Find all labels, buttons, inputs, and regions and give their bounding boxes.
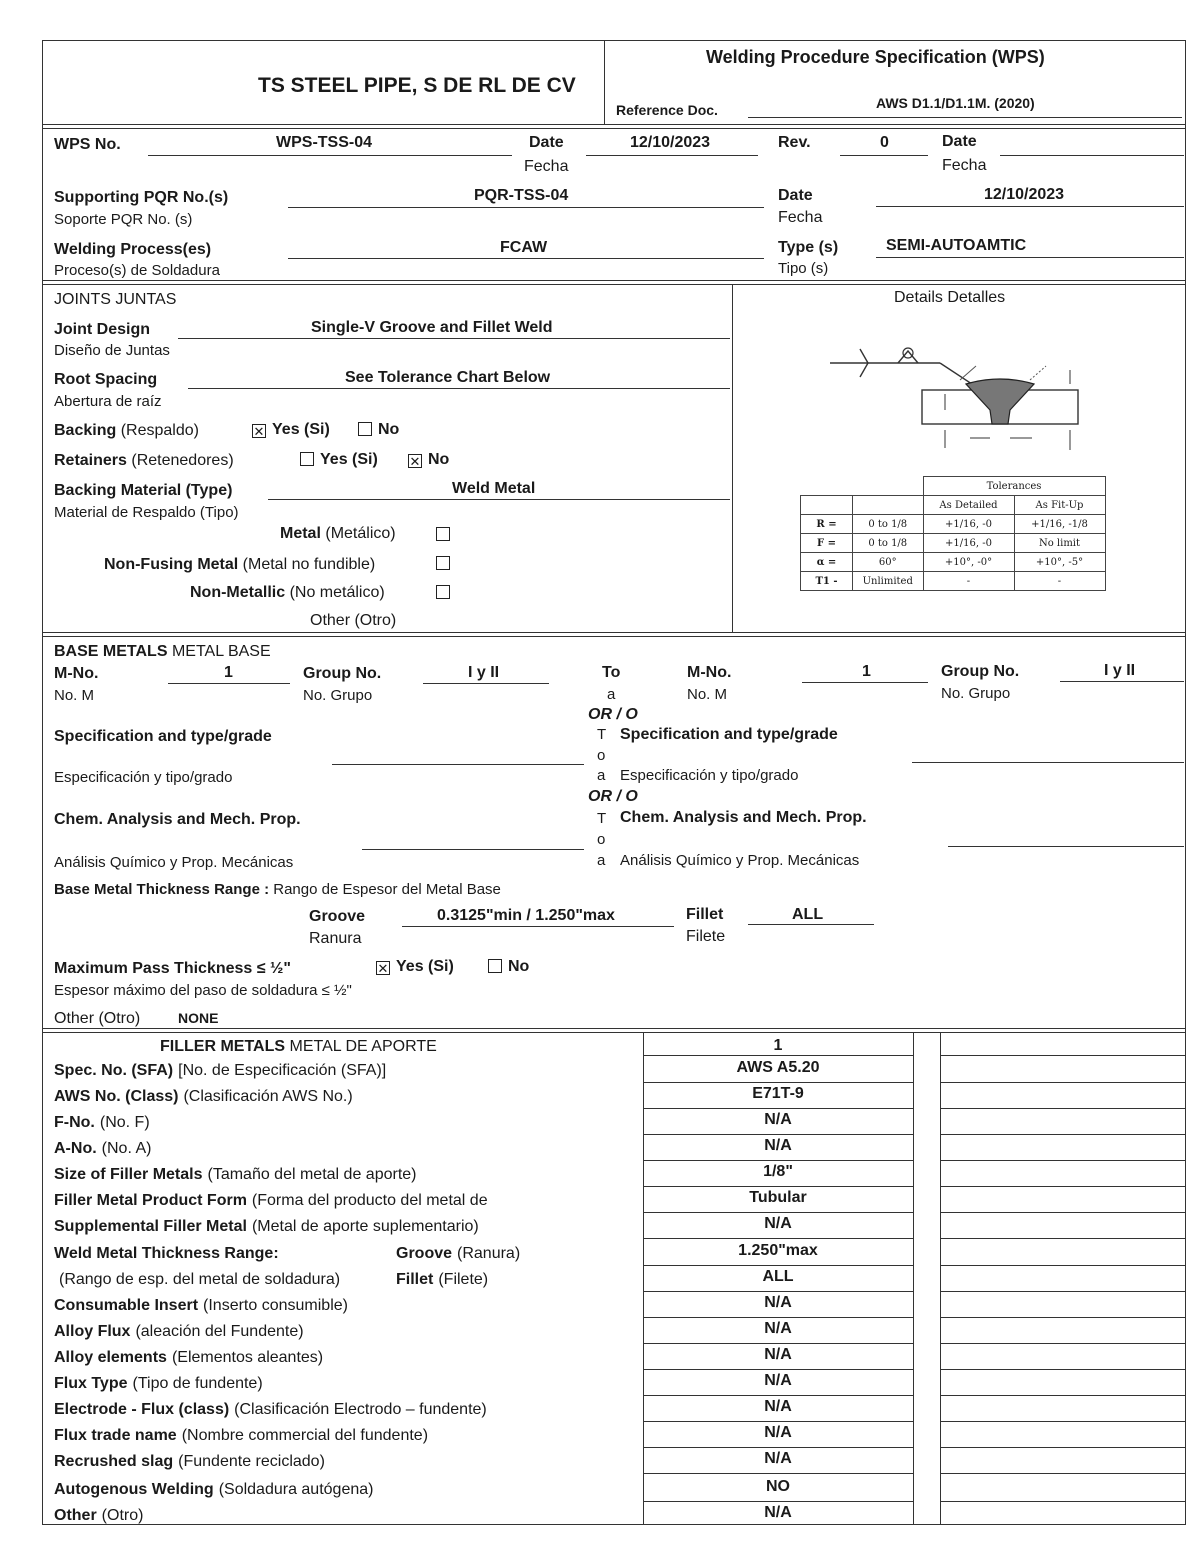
backing-label: Backing (54, 422, 117, 439)
max-pass-yes-checkbox[interactable]: ✕ (377, 961, 389, 976)
type-label: Type (s) (778, 239, 839, 256)
o-letter-2: o (597, 831, 606, 848)
retainers-yes-checkbox[interactable] (300, 452, 314, 466)
group2-label-es: No. Grupo (941, 685, 1011, 702)
filler-row-label: Alloy elements (Elementos aleantes) (54, 1349, 324, 1366)
details-title: Details Detalles (894, 289, 1006, 306)
fecha2-label: Fecha (942, 157, 987, 174)
joints-other-label: Other (Otro) (310, 612, 397, 629)
pqr-no-value[interactable]: PQR-TSS-04 (474, 187, 569, 204)
to-label: To (602, 664, 621, 681)
mno2-value[interactable]: 1 (862, 663, 871, 680)
date-label: Date (529, 134, 564, 151)
tolerance-row: F = 0 to 1/8 +1/16, -0 No limit (801, 534, 1106, 553)
backing-material-label-es: Material de Respaldo (Tipo) (54, 504, 239, 521)
filler-row-value[interactable]: N/A (764, 1111, 792, 1128)
filler-row-label: Supplemental Filler Metal (Metal de aporte suplementario) (54, 1218, 479, 1235)
tolerances-title: Tolerances (923, 477, 1105, 496)
or-label-2: OR / O (588, 788, 638, 805)
backing-yes-option[interactable]: ✕ Yes (Si) (253, 421, 330, 439)
filler-title: FILLER METALS METAL DE APORTE (160, 1038, 437, 1055)
root-spacing-value[interactable]: See Tolerance Chart Below (345, 369, 551, 386)
rev-label: Rev. (778, 134, 811, 151)
filler-row-value[interactable]: N/A (764, 1215, 792, 1232)
chem2-label: Chem. Analysis and Mech. Prop. (620, 809, 867, 826)
joint-design-label-es: Diseño de Juntas (54, 342, 170, 359)
filler-row-value[interactable]: 1/8" (763, 1163, 793, 1180)
filler-row-value[interactable]: N/A (764, 1504, 792, 1521)
joint-design-label: Joint Design (54, 321, 151, 338)
groove-label-es: Ranura (309, 930, 362, 947)
joint-detail-sketch (820, 340, 1090, 458)
filler-row-label: Spec. No. (SFA) [No. de Especificación (SFA)] (54, 1062, 387, 1079)
backing-label-es: (Respaldo) (120, 422, 199, 439)
retainers-yes-option[interactable]: Yes (Si) (300, 451, 378, 469)
mno-label-es: No. M (54, 687, 95, 704)
filler-row-label: Other (Otro) (54, 1507, 144, 1524)
backing-material-label: Backing Material (Type) (54, 482, 233, 499)
group-label-es: No. Grupo (303, 687, 373, 704)
thickness-range-row: Base Metal Thickness Range : Rango de Espesor del Metal Base (54, 881, 501, 898)
retainers-no-checkbox[interactable]: ✕ (409, 454, 421, 469)
filler-col-header: 1 (773, 1037, 783, 1054)
section-separator (42, 124, 1186, 129)
fillet-label: Fillet (686, 906, 724, 923)
tolerance-table (800, 476, 1106, 591)
retainers-label-es: (Retenedores) (131, 452, 234, 469)
backing-no-option[interactable]: No (358, 421, 399, 439)
max-pass-label-es: Espesor máximo del paso de soldadura ≤ ½" (54, 982, 352, 999)
wps-no-value[interactable]: WPS-TSS-04 (276, 134, 373, 151)
retainers-row (54, 452, 234, 470)
rev-value[interactable]: 0 (880, 134, 889, 151)
fecha-label: Fecha (524, 158, 569, 175)
filler-row-label: AWS No. (Class) (Clasificación AWS No.) (54, 1088, 353, 1105)
backing-yes-checkbox[interactable]: ✕ (253, 424, 265, 439)
fillet-label-es: Filete (686, 928, 726, 945)
spec-label-es: Especificación y tipo/grado (54, 769, 233, 786)
pqr-label: Supporting PQR No.(s) (54, 189, 229, 206)
process-value[interactable]: FCAW (500, 239, 548, 256)
col-as-detailed: As Detailed (923, 496, 1014, 515)
reference-doc-value: AWS D1.1/D1.1M. (2020) (876, 95, 1035, 111)
spec2-label: Specification and type/grade (620, 726, 838, 743)
type-label-es: Tipo (s) (778, 260, 829, 277)
retainers-label: Retainers (54, 452, 127, 469)
base-metals-title: BASE METALS METAL BASE (54, 643, 271, 660)
metal-row: Metal (Metálico) (280, 525, 396, 542)
tolerance-row: T1 - Unlimited - - (801, 572, 1106, 591)
filler-row-value[interactable]: N/A (764, 1346, 792, 1363)
tolerance-row: R = 0 to 1/8 +1/16, -0 +1/16, -1/8 (801, 515, 1106, 534)
filler-row-value[interactable]: N/A (764, 1398, 792, 1415)
filler-row-label: (Rango de esp. del metal de soldadura) (59, 1271, 341, 1288)
company-name: TS STEEL PIPE, S DE RL DE CV (258, 74, 576, 97)
root-spacing-label: Root Spacing (54, 371, 158, 388)
filler-row-value[interactable]: N/A (764, 1320, 792, 1337)
filler-row-value[interactable]: N/A (764, 1450, 792, 1467)
nonfusing-row: Non-Fusing Metal (Metal no fundible) (104, 556, 376, 573)
filler-row-label: Flux trade name (Nombre commercial del fundente) (54, 1427, 429, 1444)
a-letter-2: a (597, 852, 606, 869)
filler-row-label: Electrode - Flux (class) (Clasificación Electrodo – fundente) (54, 1401, 487, 1418)
t-letter-2: T (597, 810, 607, 827)
chem-label: Chem. Analysis and Mech. Prop. (54, 811, 301, 828)
mno-value[interactable]: 1 (224, 664, 233, 681)
section-separator (42, 632, 1186, 637)
filler-row-label: F-No. (No. F) (54, 1114, 150, 1131)
filler-row-value[interactable]: N/A (764, 1294, 792, 1311)
filler-row-label: Alloy Flux (aleación del Fundente) (54, 1323, 304, 1340)
backing-row (54, 422, 199, 440)
reference-doc-label: Reference Doc. (616, 102, 718, 118)
joint-design-value[interactable]: Single-V Groove and Fillet Weld (311, 319, 553, 336)
chem2-label-es: Análisis Químico y Prop. Mecánicas (620, 852, 860, 869)
group-value[interactable]: I y II (468, 664, 500, 681)
filler-row-value[interactable]: E71T-9 (752, 1085, 804, 1102)
a-letter-1: a (597, 767, 606, 784)
spec-label: Specification and type/grade (54, 728, 272, 745)
filler-row-label: Flux Type (Tipo de fundente) (54, 1375, 263, 1392)
group2-label: Group No. (941, 663, 1020, 680)
group2-value[interactable]: I y II (1104, 662, 1136, 679)
pqr-date-value[interactable]: 12/10/2023 (984, 186, 1065, 203)
nonmetallic-checkbox[interactable] (436, 585, 450, 599)
fillet-value[interactable]: ALL (792, 906, 824, 923)
pqr-label-es: Soporte PQR No. (s) (54, 211, 193, 228)
backing-no-checkbox[interactable] (358, 422, 372, 436)
max-pass-no-checkbox[interactable] (488, 959, 502, 973)
groove-label: Groove (309, 908, 366, 925)
joints-title: JOINTS JUNTAS (54, 291, 177, 308)
section-separator (42, 280, 1186, 285)
root-spacing-label-es: Abertura de raíz (54, 393, 162, 410)
filler-row-label: Filler Metal Product Form (Forma del producto del metal de (54, 1192, 488, 1209)
metal-checkbox[interactable] (436, 527, 450, 541)
pqr-date-label: Date (778, 187, 813, 204)
mno-label: M-No. (54, 665, 99, 682)
max-pass-label: Maximum Pass Thickness ≤ ½" (54, 960, 291, 977)
filler-row-label: Recrushed slag (Fundente reciclado) (54, 1453, 325, 1470)
mno2-label-es: No. M (687, 686, 728, 703)
col-as-fit-up: As Fit-Up (1014, 496, 1105, 515)
type-value[interactable]: SEMI-AUTOAMTIC (886, 237, 1027, 254)
process-label-es: Proceso(s) de Soldadura (54, 262, 220, 279)
or-label-1: OR / O (588, 706, 638, 723)
filler-row-value[interactable]: Tubular (749, 1189, 807, 1206)
filler-row-label: A-No. (No. A) (54, 1140, 152, 1157)
o-letter-1: o (597, 747, 606, 764)
filler-row-label: Weld Metal Thickness Range: (54, 1245, 279, 1262)
base-other-label: Other (Otro) (54, 1010, 141, 1027)
filler-row-value[interactable]: N/A (764, 1424, 792, 1441)
spec2-label-es: Especificación y tipo/grado (620, 767, 799, 784)
mno2-label: M-No. (687, 664, 732, 681)
nonmetallic-row: Non-Metallic (No metálico) (190, 584, 385, 601)
process-label: Welding Process(es) (54, 241, 212, 258)
document-title: Welding Procedure Specification (WPS) (706, 47, 1045, 67)
pqr-fecha-label: Fecha (778, 209, 823, 226)
chem-label-es: Análisis Químico y Prop. Mecánicas (54, 854, 294, 871)
filler-row-value[interactable]: AWS A5.20 (736, 1059, 820, 1076)
retainers-no-option[interactable]: ✕ No (409, 451, 450, 469)
backing-material-value[interactable]: Weld Metal (452, 480, 536, 497)
max-pass-yes-option[interactable]: ✕ Yes (Si) (377, 958, 454, 976)
filler-row-sublabel: Fillet (Filete) (396, 1271, 489, 1288)
base-other-value[interactable]: NONE (178, 1010, 219, 1026)
groove-value[interactable]: 0.3125"min / 1.250"max (437, 907, 615, 924)
filler-row-value[interactable]: ALL (762, 1268, 794, 1285)
filler-row-value[interactable]: 1.250"max (738, 1242, 818, 1259)
filler-row-value[interactable]: N/A (764, 1372, 792, 1389)
filler-row-value[interactable]: NO (766, 1478, 790, 1495)
tolerance-row: α = 60° +10°, -0° +10°, -5° (801, 553, 1106, 572)
nonfusing-checkbox[interactable] (436, 556, 450, 570)
group-label: Group No. (303, 665, 382, 682)
filler-row-label: Autogenous Welding (Soldadura autógena) (54, 1481, 374, 1498)
date2-label: Date (942, 133, 977, 150)
to-label-es: a (607, 686, 616, 703)
max-pass-no-option[interactable]: No (488, 958, 529, 976)
date-value[interactable]: 12/10/2023 (630, 134, 711, 151)
section-separator (42, 1028, 1186, 1033)
filler-row-label: Consumable Insert (Inserto consumible) (54, 1297, 348, 1314)
header-divider (604, 40, 605, 125)
filler-row-value[interactable]: N/A (764, 1137, 792, 1154)
joints-divider (732, 284, 733, 632)
wps-no-label: WPS No. (54, 136, 121, 153)
filler-row-label: Size of Filler Metals (Tamaño del metal de aporte) (54, 1166, 417, 1183)
t-letter-1: T (597, 726, 607, 743)
filler-row-sublabel: Groove (Ranura) (396, 1245, 521, 1262)
